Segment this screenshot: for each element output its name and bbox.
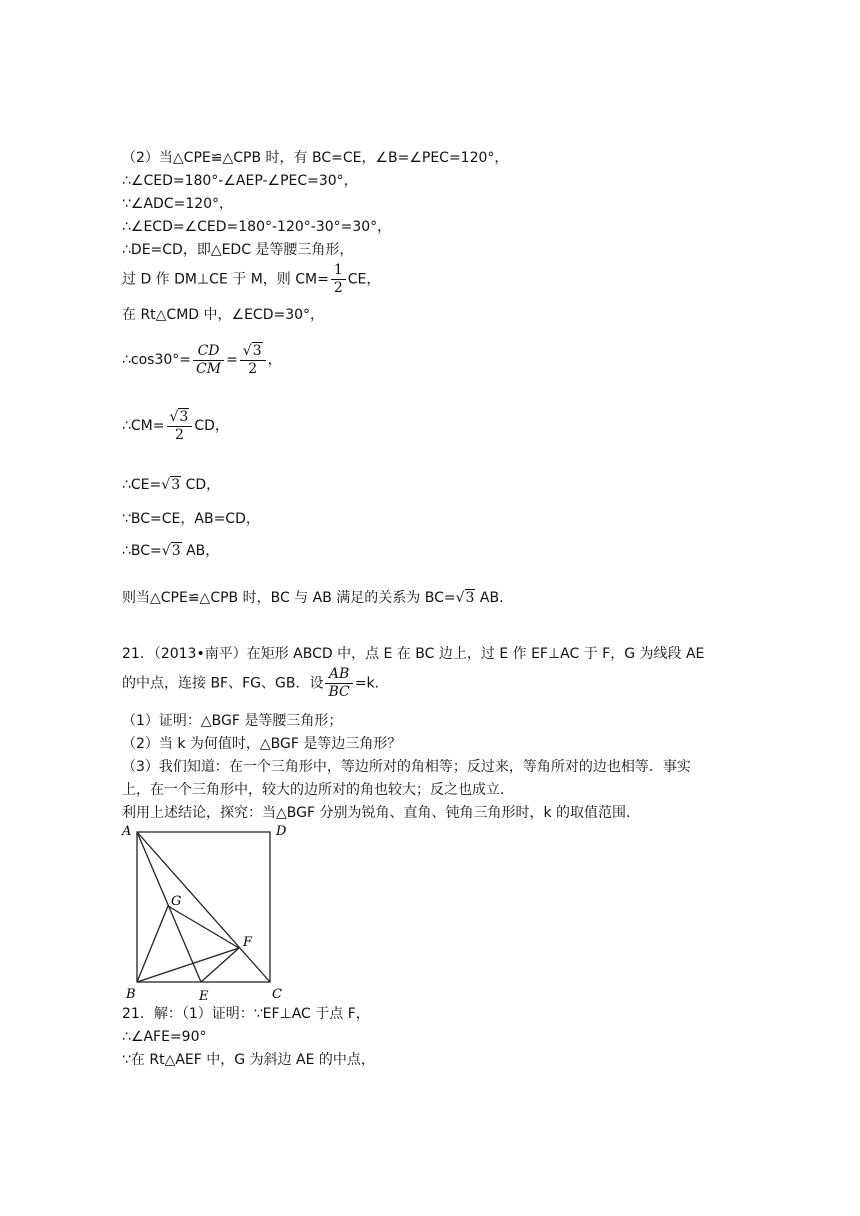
radicand: 3: [171, 543, 181, 559]
segment-bg: [137, 906, 168, 982]
text-line: [122, 408, 229, 444]
label-e: E: [199, 989, 209, 1004]
text-segment: ∴cos30°=: [122, 352, 192, 368]
radicand: 3: [465, 590, 475, 606]
text-segment: ∴CM=: [122, 418, 165, 434]
solution-line: 21．解：（1）证明：∵EF⊥AC 于点 F，: [122, 1006, 370, 1022]
text-segment: AB，: [186, 543, 220, 559]
sqrt-expression: √3: [455, 590, 475, 606]
text-segment: ∴CE=: [122, 477, 162, 493]
text-segment: ∴BC=: [122, 543, 162, 559]
question-line: [122, 666, 379, 701]
fraction-numerator: 1: [331, 262, 346, 280]
fraction: [193, 343, 224, 378]
text-segment: 的中点，连接 BF、FG、GB．设: [122, 675, 324, 692]
radicand: 3: [252, 343, 262, 359]
radicand: 3: [179, 409, 189, 425]
sqrt-expression: √3: [242, 343, 262, 359]
text-segment: 过 D 作 DM⊥CE 于 M，则 CM=: [122, 271, 329, 288]
question-line: （3）我们知道：在一个三角形中，等边所对的角相等；反过来，等角所对的边也相等．事实: [122, 759, 691, 775]
text-line: ∴∠CED=180°-∠AEP-∠PEC=30°，: [122, 173, 358, 189]
radicand: 3: [171, 477, 181, 493]
text-line: [122, 476, 220, 494]
text-segment: =k.: [354, 675, 380, 692]
label-f: F: [243, 935, 253, 950]
text-segment: ，: [267, 352, 282, 368]
fraction-numerator: [167, 408, 193, 427]
geometry-figure: [110, 815, 295, 1005]
text-segment: CD，: [185, 477, 221, 493]
text-line: [122, 342, 282, 378]
text-line: ∵BC=CE，AB=CD，: [122, 511, 260, 527]
fraction: [331, 262, 346, 297]
sqrt-expression: √3: [169, 409, 189, 425]
fraction: [167, 408, 193, 444]
text-line: [122, 542, 219, 560]
solution-line: ∴∠AFE=90°: [122, 1029, 207, 1045]
solution-line: ∵在 Rt△AEF 中，G 为斜边 AE 的中点，: [122, 1052, 375, 1068]
question-line: 上，在一个三角形中，较大的边所对的角也较大；反之也成立.: [122, 782, 505, 798]
text-segment: CD，: [194, 418, 229, 434]
question-line: 21．（2013•南平）在矩形 ABCD 中，点 E 在 BC 边上，过 E 作 EF⊥AC 于 F，G 为线段 AE: [122, 646, 705, 662]
segment-gf: [168, 906, 239, 948]
fraction-numerator: [240, 342, 266, 361]
sqrt-expression: √3: [161, 543, 181, 559]
question-line: 利用上述结论，探究：当△BGF 分别为锐角、直角、钝角三角形时，k 的取值范围.: [122, 805, 631, 821]
text-segment: CE，: [347, 271, 381, 288]
segment-ef: [201, 948, 239, 982]
question-line: （2）当 k 为何值时，△BGF 是等边三角形？: [122, 736, 402, 752]
equals-sign: =: [226, 352, 238, 368]
label-a: A: [122, 824, 132, 839]
label-g: G: [171, 894, 182, 909]
fraction-denominator: 2: [174, 427, 184, 443]
question-line: （1）证明：△BGF 是等腰三角形；: [122, 713, 343, 729]
fraction: [240, 342, 266, 378]
fraction-numerator: CD: [193, 343, 224, 361]
text-line: 在 Rt△CMD 中，∠ECD=30°，: [122, 307, 325, 323]
text-segment: 则当△CPE≌△CPB 时，BC 与 AB 满足的关系为 BC=: [122, 590, 456, 606]
text-segment: AB.: [479, 590, 504, 606]
label-d: D: [276, 824, 287, 839]
fraction-denominator: 2: [248, 361, 258, 377]
text-line: ∴∠ECD=∠CED=180°-120°-30°=30°，: [122, 219, 392, 235]
text-line: ∵∠ADC=120°，: [122, 196, 234, 212]
text-line: [122, 589, 504, 607]
text-line: （2）当△CPE≌△CPB 时，有 BC=CE，∠B=∠PEC=120°，: [122, 150, 509, 166]
label-c: C: [272, 987, 282, 1002]
text-line: [122, 262, 380, 297]
fraction: [325, 666, 352, 701]
fraction-denominator: CM: [196, 360, 222, 377]
sqrt-expression: √3: [161, 477, 181, 493]
label-b: B: [126, 987, 136, 1002]
text-line: ∴DE=CD，即△EDC 是等腰三角形，: [122, 242, 354, 258]
fraction-numerator: AB: [325, 666, 352, 684]
fraction-denominator: BC: [328, 684, 350, 700]
fraction-denominator: 2: [333, 280, 343, 296]
